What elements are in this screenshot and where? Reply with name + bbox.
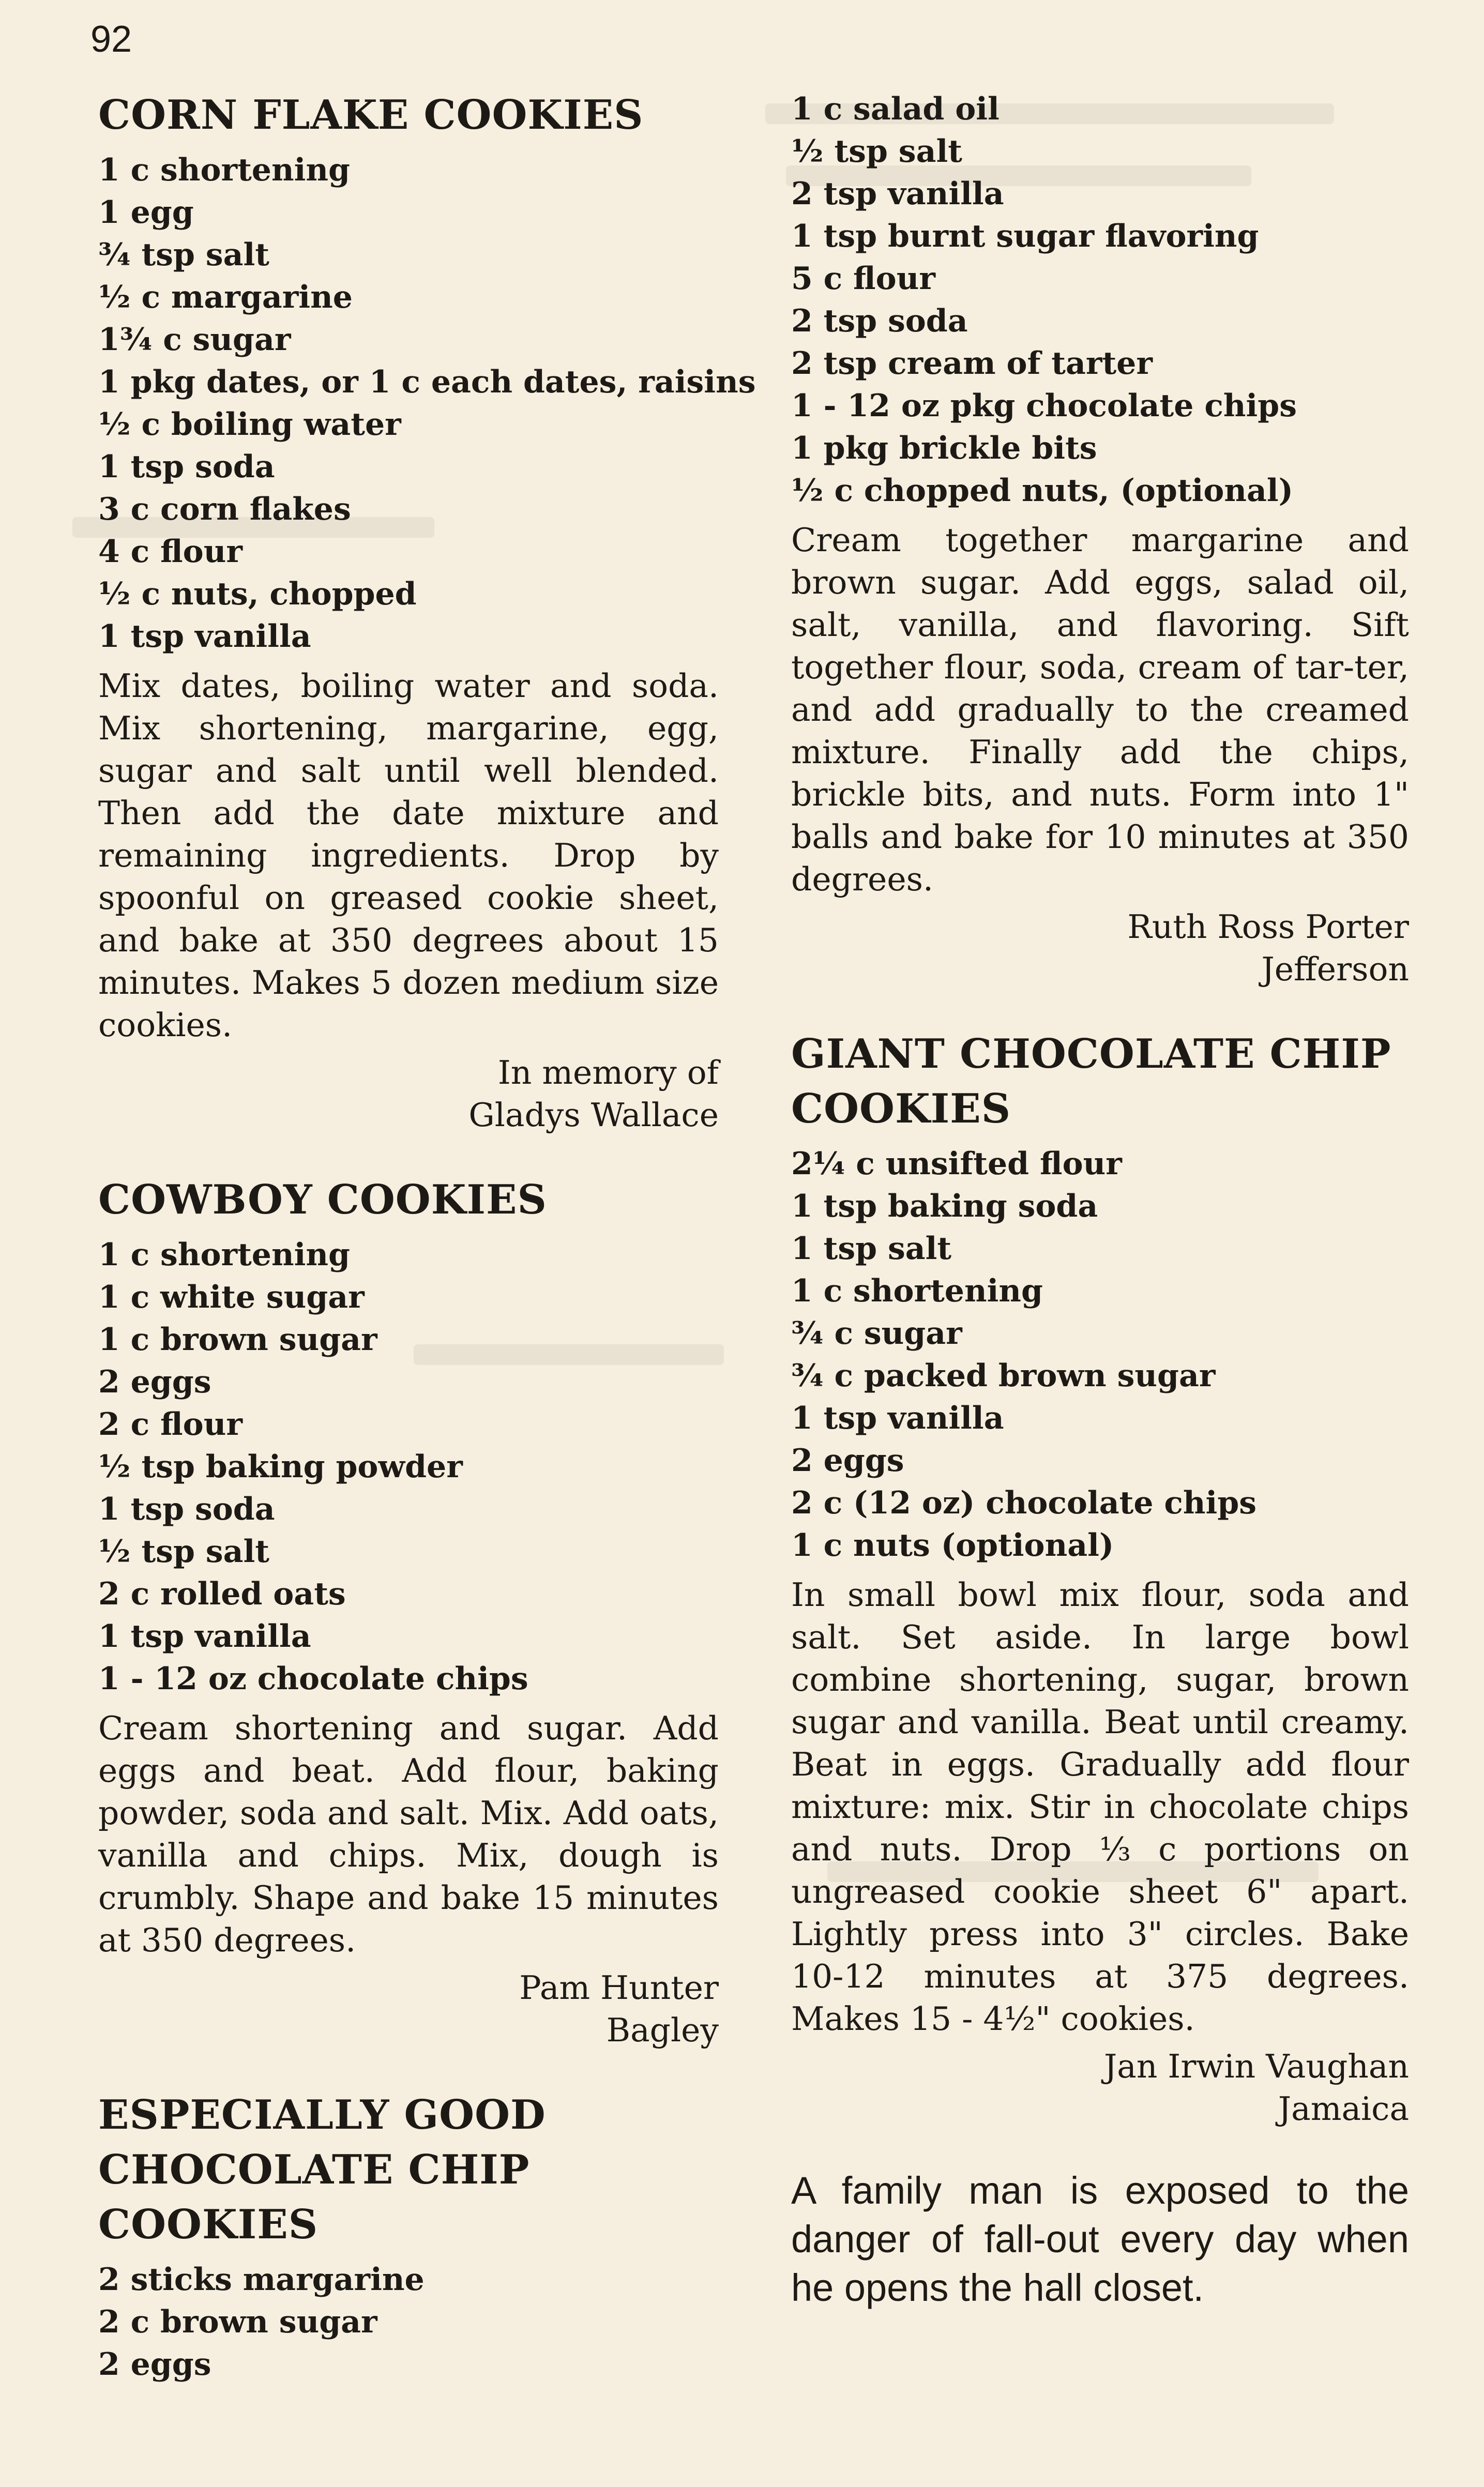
filler-joke: A family man is exposed to the danger of fall-out every day when he opens the hall closet. [791, 2169, 1409, 2309]
ingredient-list [791, 88, 1409, 512]
ingredient-item: 2 c brown sugar [98, 2304, 377, 2340]
recipe-method: Cream together margarine and brown sugar. Add eggs, salad oil, salt, vanilla, and flavoring. Sift together flour, soda, cream of tar-ter, and add gradually to the creamed mixture. Finally add the chips, brickle bits, and nuts. Form into 1" balls and bake for 10 minutes at 350 degrees. [791, 521, 1409, 898]
ingredient-list [98, 149, 756, 658]
ingredient-item: 2 c (12 oz) chocolate chips [791, 1485, 1257, 1521]
recipe-credit [98, 1052, 719, 1136]
ingredient-item: ½ c margarine [98, 279, 353, 315]
ingredient-item: 1 tsp burnt sugar flavoring [791, 218, 1259, 254]
ingredient-item: 1 c white sugar [98, 1279, 365, 1315]
ingredient-item: 2¼ c unsifted flour [791, 1146, 1122, 1182]
ingredient-item: 2 c flour [98, 1406, 243, 1443]
ingredient-item: 1 tsp vanilla [98, 618, 311, 655]
ingredient-item: 2 eggs [98, 1364, 211, 1400]
ingredient-list [98, 1234, 719, 1700]
recipe-title: CORN FLAKE COOKIES [98, 92, 644, 139]
ingredient-item: 1 tsp salt [791, 1231, 952, 1267]
ingredient-item: 1 c nuts (optional) [791, 1527, 1114, 1564]
ingredient-item: 2 eggs [98, 2346, 211, 2383]
ingredient-item: 1 tsp vanilla [98, 1618, 311, 1655]
ingredient-item: 2 tsp soda [791, 303, 968, 339]
ingredient-item: 1 - 12 oz pkg chocolate chips [791, 388, 1297, 424]
ingredient-item: 1 c salad oil [791, 91, 1000, 127]
ingredient-item: 1 tsp baking soda [791, 1188, 1098, 1224]
recipe-cowboy-cookies [98, 1173, 719, 2052]
ingredient-item: 3 c corn flakes [98, 491, 351, 527]
ingredient-item: 4 c flour [98, 534, 243, 570]
recipe-corn-flake-cookies [98, 88, 756, 1136]
ingredient-item: 1 c shortening [98, 1237, 350, 1273]
ingredient-item: 2 c rolled oats [98, 1576, 346, 1612]
recipe-method: Cream shortening and sugar. Add eggs and beat. Add flour, baking powder, soda and salt. Mix. Add oats, vanilla and chips. Mix, dough is crumbly. Shape and bake 15 minutes at 350 degrees. [98, 1709, 719, 1959]
right-column [791, 88, 1409, 2350]
ingredient-list [98, 2258, 719, 2386]
ingredient-item: 2 eggs [791, 1443, 904, 1479]
ingredient-item: 2 sticks margarine [98, 2262, 425, 2298]
left-column [98, 88, 756, 2422]
credit-line: Gladys Wallace [468, 1096, 719, 1134]
ingredient-item: 1 tsp soda [98, 1491, 275, 1527]
recipe-method: In small bowl mix flour, soda and salt. Set aside. In large bowl combine shortening, sugar, brown sugar and vanilla. Beat until creamy. Beat in eggs. Gradually add flour mixture: mix. Stir in chocolate chips and nuts. Drop ⅓ c portions on ungreased cookie sheet 6" apart. Lightly press into 3" circles. Bake 10-12 minutes at 375 degrees. Makes 15 - 4½" cookies. [791, 1576, 1409, 2038]
ingredient-item: 1 tsp soda [98, 449, 275, 485]
recipe-method: Mix dates, boiling water and soda. Mix shortening, margarine, egg, sugar and salt until well blended. Then add the date mixture and remaining ingredients. Drop by spoonful on greased cookie sheet, and bake at 350 degrees about 15 minutes. Makes 5 dozen medium size cookies. [98, 667, 719, 1044]
ingredient-item: ½ tsp salt [791, 133, 962, 170]
ingredient-item: 1 pkg brickle bits [791, 430, 1097, 466]
page-number: 92 [90, 19, 132, 60]
ingredient-list [791, 1143, 1409, 1567]
ingredient-item: ½ c boiling water [98, 406, 401, 443]
ingredient-item: 2 tsp vanilla [791, 176, 1004, 212]
ingredient-item: ¾ tsp salt [98, 237, 269, 273]
ingredient-item: 1¾ c sugar [98, 322, 291, 358]
ingredient-item: 1 egg [98, 194, 194, 231]
ingredient-item: 5 c flour [791, 261, 935, 297]
credit-line: Jamaica [1278, 2090, 1409, 2128]
ingredient-item: ¾ c packed brown sugar [791, 1358, 1216, 1394]
credit-line: Pam Hunter [519, 1969, 719, 2007]
ingredient-item: ½ c nuts, chopped [98, 576, 417, 612]
recipe-especially-good-continued [791, 88, 1409, 991]
credit-line: Ruth Ross Porter [1127, 908, 1409, 946]
credit-line: Jan Irwin Vaughan [1104, 2048, 1409, 2085]
recipe-giant-chocolate-chip-cookies [791, 1027, 1409, 2130]
ingredient-item: ½ tsp salt [98, 1534, 269, 1570]
ingredient-item: 1 pkg dates, or 1 c each dates, raisins [98, 364, 756, 400]
credit-line: Jefferson [1261, 950, 1409, 988]
ingredient-item: 1 c shortening [791, 1273, 1043, 1309]
ingredient-item: 2 tsp cream of tarter [791, 345, 1153, 382]
ingredient-item: 1 c shortening [98, 152, 350, 188]
recipe-credit [98, 1967, 719, 2052]
recipe-title: GIANT CHOCOLATE CHIP COOKIES [791, 1030, 1391, 1132]
ingredient-item: 1 - 12 oz chocolate chips [98, 1661, 528, 1697]
recipe-credit [791, 906, 1409, 991]
ingredient-item: 1 tsp vanilla [791, 1400, 1004, 1436]
recipe-title: ESPECIALLY GOOD CHOCOLATE CHIP COOKIES [98, 2091, 546, 2248]
credit-line: Bagley [606, 2011, 719, 2049]
recipe-especially-good-chocolate-chip-cookies [98, 2088, 719, 2386]
ingredient-item: ½ c chopped nuts, (optional) [791, 473, 1294, 509]
ingredient-item: ¾ c sugar [791, 1315, 962, 1352]
recipe-title: COWBOY COOKIES [98, 1176, 547, 1223]
ingredient-item: 1 c brown sugar [98, 1322, 377, 1358]
ingredient-item: ½ tsp baking powder [98, 1449, 463, 1485]
recipe-credit [791, 2045, 1409, 2130]
credit-line: In memory of [497, 1054, 719, 1091]
